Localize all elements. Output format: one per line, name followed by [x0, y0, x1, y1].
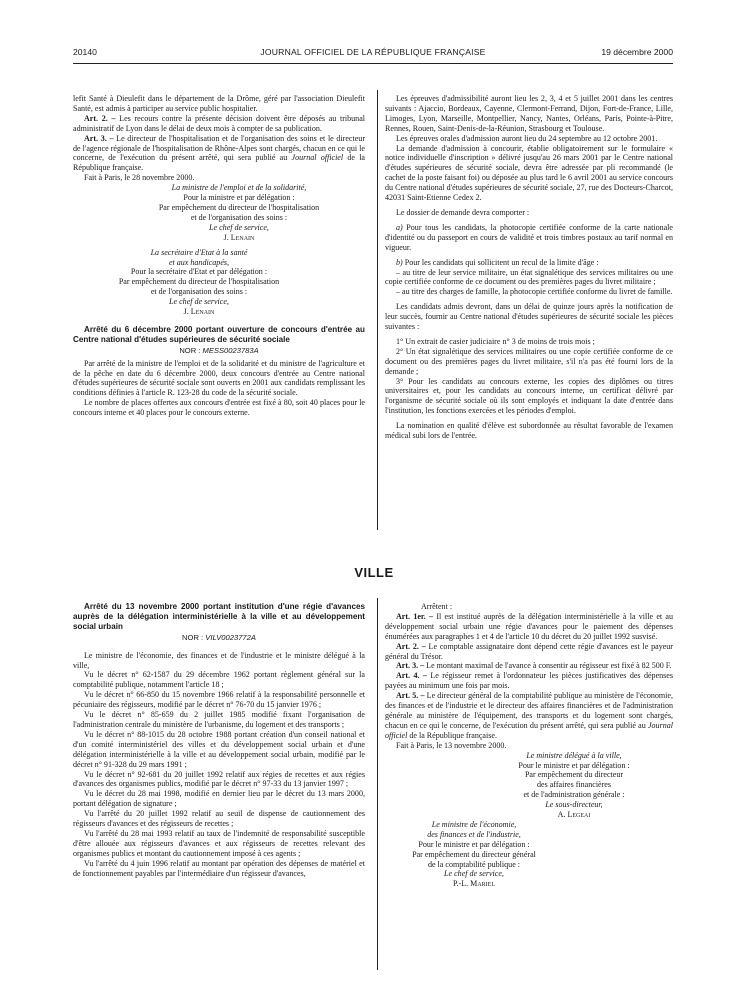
right-column-bottom — [385, 602, 673, 889]
list-text: Pour tous les candidats, la photocopie certifiée conforme de la carte nationale d'identité ou du passeport en cours de validité et trois timbres postaux au tarif normal en vigueur. — [385, 222, 673, 252]
column-divider-bottom — [377, 598, 378, 970]
paragraph: Les épreuves orales d'admission auront lieu du 24 septembre au 12 octobre 2001. — [396, 133, 658, 143]
paragraph: lefit Santé à Dieulefit dans le département de la Drôme, géré par l'association Dieulefit Santé, est admis à participer au service public hospitalier. — [73, 94, 365, 113]
signature-title: Le sous-directeur, — [545, 800, 603, 810]
column-divider-top — [377, 90, 378, 530]
article-4 — [385, 671, 673, 691]
journal-ref: Journal officiel — [385, 720, 673, 740]
arrete-title: Arrêté du 13 novembre 2000 portant institution d'une régie d'avances auprès de la délégation interministérielle à la ville et au développement social urbain — [73, 602, 365, 631]
article-label: Art. 2. – — [396, 641, 426, 651]
paragraph: Le dossier de demande devra comporter : — [396, 207, 530, 217]
page-number: 20140 — [73, 47, 97, 57]
article-text: de la République française. — [407, 730, 497, 740]
signature-role: Le ministre de l'économie, — [431, 819, 517, 829]
paragraph: Les épreuves d'admissibilité auront lieu les 2, 3, 4 et 5 juillet 2001 dans les centres suivants : Ajaccio, Bordeaux, Cayenne, Clermont-Ferrand, Dijon, Fort-de-France, Lille, Limoges, Lyon, Marseille, Montpellier, Nancy, Nantes, Orléans, Paris, Pointe-à-Pitre, Rennes, Rouen, Saint-Denis-de-la-Réunion, Strasbourg et Toulouse. — [385, 94, 673, 133]
signature-line: Pour la ministre et par délégation : — [183, 193, 295, 203]
vu-clause: Vu l'arrêté du 20 juillet 1992 relatif au seuil de dispense de cautionnement des régisseurs d'avances et des régisseurs de recettes ; — [73, 809, 365, 829]
arretent: Arrêtent : — [421, 602, 453, 611]
nor-label: NOR : — [182, 632, 206, 642]
signatory-name: J. Lenain — [223, 232, 255, 242]
nor-reference — [73, 633, 365, 643]
journal-ref: Journal officiel — [291, 153, 344, 163]
article-text: Le régisseur remet à l'ordonnateur les pièces justificatives des dépenses payées au minimum une fois par mois. — [385, 671, 674, 691]
vu-clause: Vu le décret n° 62-1587 du 29 décembre 1962 portant règlement général sur la comptabilité publique, notamment l'article 18 ; — [73, 670, 365, 690]
signature-title: Le chef de service, — [444, 869, 504, 879]
signatory-name: J. Lenain — [183, 307, 215, 317]
article-5 — [385, 691, 673, 741]
paragraph: Le ministre de l'économie, des finances et de l'industrie et le ministre délégué à la ville, — [73, 650, 365, 670]
signatory-name: A. Legeai — [557, 810, 591, 820]
article-label: Art. 4. – — [396, 671, 427, 681]
list-text: Pour les candidats qui sollicitent un recul de la limite d'âge : — [402, 257, 599, 267]
signature-line: et de l'organisation des soins : — [190, 212, 288, 222]
vu-clause: Vu le décret n° 92-681 du 20 juillet 1992 relatif aux régies de recettes et aux régies d'avances des organismes publics, modifié par le décret n° 97-33 du 13 janvier 1997 ; — [73, 769, 365, 789]
signature-line: Pour la secrétaire d'Etat et par délégation : — [130, 267, 268, 277]
header-rule — [73, 63, 673, 64]
arrete-title: Arrêté du 6 décembre 2000 portant ouverture de concours d'entrée au Centre national d'études supérieures de sécurité sociale — [73, 324, 365, 344]
done-at: Fait à Paris, le 13 novembre 2000. — [396, 740, 507, 750]
right-column-top — [385, 94, 673, 441]
nor-code: MESS0023783A — [202, 345, 259, 355]
dash-item: – au titre des charges de famille, la photocopie certifiée conforme du livret de famille. — [396, 287, 673, 297]
signature-role: La ministre de l'emploi et de la solidarité, — [171, 183, 307, 193]
signature-role: et aux handicapés, — [168, 257, 230, 267]
article-text: Les recours contre la présente décision doivent être déposés au tribunal administratif de Lyon dans le délai de deux mois à compter de sa publication. — [73, 113, 366, 133]
vu-clause: Vu l'arrêté du 4 juin 1996 relatif au montant par opération des dépenses de matériel et de fonctionnement payables par l'intermédiaire d'un régisseur d'avances, — [73, 858, 365, 878]
article-label: Art. 2. – — [84, 113, 116, 123]
signature-line: Pour le ministre et par délégation : — [518, 760, 630, 770]
numbered-item: 2° Un état signalétique des services militaires ou une copie certifiée conforme de ce document ou des premières pages du livret militaire, s'il n'a pas été fourni lors de la demande ; — [385, 346, 673, 376]
list-label: b) — [396, 257, 403, 267]
article-text: Le comptable assignataire dont dépend cette régie d'avances est le payeur général du Trésor. — [385, 641, 673, 661]
article-text: Le directeur de l'hospitalisation et de l'organisation des soins et le directeur de l'agence régionale de l'hospitalisation de Rhône-Alpes sont chargés, chacun en ce qui le concerne, de l'exécution du présent arrêté, qui sera publié au — [73, 133, 366, 163]
numbered-item: 3° Pour les candidats au concours externe, les copies des diplômes ou titres universitaires et, pour les candidats au concours interne, un certificat délivré par l'organisme de sécurité sociale où ils sont employés et indiquant la date d'entrée dans l'institution, les fonctions exercées et les périodes d'emploi. — [385, 376, 673, 416]
article-text: Il est institué auprès de la délégation interministérielle à la ville et au développement social urbain une régie d'avances pour le paiement des dépenses énumérées aux paragraphes 1 et 4 de l'article 10 du décret du 20 juillet 1992 susvisé. — [385, 611, 674, 641]
signature-role: des finances et de l'industrie, — [427, 829, 521, 839]
list-label: a) — [396, 222, 403, 232]
nor-label: NOR : — [179, 345, 203, 355]
signature-title: Le chef de service, — [209, 222, 269, 232]
article-label: Art. 3. – — [396, 661, 425, 671]
list-item-b — [385, 258, 673, 268]
paragraph: Les candidats admis devront, dans un délai de quinze jours après la notification de leur succès, fournir au Centre national d'études supérieures de sécurité sociale les pièces suivantes : — [385, 302, 673, 332]
signature-line: et de l'administration générale : — [523, 790, 625, 800]
left-column-bottom — [73, 602, 365, 878]
numbered-item: 1° Un extrait de casier judiciaire n° 3 de moins de trois mois ; — [396, 336, 595, 346]
article-1 — [385, 612, 673, 642]
signature-line: de la comptabilité publique : — [427, 859, 521, 869]
nor-code: VILV0023772A — [205, 632, 256, 642]
nor-reference — [73, 346, 365, 356]
signature-line: et de l'organisation des soins : — [150, 287, 248, 297]
section-title: VILLE — [354, 565, 394, 580]
issue-date: 19 décembre 2000 — [601, 47, 673, 57]
article-label: Art. 5. – — [396, 691, 425, 701]
vu-clause: Vu le décret n° 88-1015 du 28 octobre 1988 portant création d'un conseil national et d'un comité interministériel des villes et du développement social urbain et d'une délégation interministérielle à la ville et au développement social urbain, modifié par le décret n° 91-328 du 29 mars 1991 ; — [73, 729, 365, 769]
done-at: Fait à Paris, le 28 novembre 2000. — [84, 173, 195, 183]
paragraph: Le nombre de places offertes aux concours d'entrée est fixé à 80, soit 40 places pour le concours interne et 40 places pour le concours externe. — [73, 398, 365, 418]
signature-line: Par empêchement du directeur de l'hospitalisation — [158, 202, 320, 212]
dash-item: – au titre de leur service militaire, un état signalétique des services militaires ou une copie certifiée conforme de ce document ou des premières pages du livret militaire ; — [385, 267, 673, 287]
vu-clause: Vu l'arrêté du 28 mai 1993 relatif au taux de l'indemnité de responsabilité susceptible d'être allouée aux régisseurs d'avances et aux régisseurs de recettes relevant des organismes publics et montant du cautionnement imposé à ces agents ; — [73, 828, 365, 858]
spacer — [73, 317, 365, 325]
article-text: Le directeur général de la comptabilité publique au ministère de l'économie, des finances et de l'industrie et le directeur des affaires financières et de l'administration générale au ministère de l'équipement, des transports et du logement sont chargés, chacun en ce qui le concerne, de l'exécution du présent arrêté, qui sera publié au — [385, 691, 673, 730]
article-2 — [385, 642, 673, 662]
signature-line: Par empêchement du directeur de l'hospitalisation — [118, 277, 280, 287]
article-2 — [73, 114, 365, 134]
signature-line: Pour le ministre et par délégation : — [418, 839, 530, 849]
article-text: de la République française. — [73, 153, 365, 173]
signature-line: des affaires financières — [536, 780, 612, 790]
signature-line: Par empêchement du directeur général — [412, 849, 536, 859]
paragraph: Par arrêté de la ministre de l'emploi et de la solidarité et du ministre de l'agriculture et de la pêche en date du 6 décembre 2000, deux concours d'entrée au Centre national d'études supérieures de sécurité sociale sont ouverts en 2001 aux candidats remplissant les conditions définies à l'article R. 123-28 du code de la sécurité sociale. — [73, 358, 365, 398]
left-column-top — [73, 94, 365, 418]
article-3 — [385, 661, 673, 671]
vu-clause: Vu le décret du 28 mai 1998, modifié en dernier lieu par le décret du 13 mars 2000, portant délégation de signature ; — [73, 789, 365, 809]
signature-role: Le ministre délégué à la ville, — [526, 750, 622, 760]
article-label: Art. 3. – — [84, 133, 114, 143]
signature-role: La secrétaire d'Etat à la santé — [150, 247, 248, 257]
page-header — [73, 47, 673, 61]
vu-clause: Vu le décret n° 66-850 du 15 novembre 1966 relatif à la responsabilité personnelle et pécuniaire des régisseurs, modifié par le décret n° 76-70 du 15 janvier 1976 ; — [73, 690, 365, 710]
journal-title: JOURNAL OFFICIEL DE LA RÉPUBLIQUE FRANÇAISE — [260, 47, 486, 57]
signature-line: Par empêchement du directeur — [524, 770, 624, 780]
article-text: Le montant maximal de l'avance à consentir au régisseur est fixé à 82 500 F. — [424, 661, 672, 671]
paragraph: La demande d'admission à concourir, établie obligatoirement sur le formulaire « notice individuelle d'inscription » délivré jusqu'au 26 mars 2001 par le Centre national d'études supérieures de sécurité sociale, devra être adressée par pli recommandé (le cachet de la poste faisant foi) ou déposée au plus tard le 6 avril 2001 au service concours du Centre national d'études supérieures de sécurité sociale, 27, rue des Docteurs-Charcot, 42031 Saint-Etienne Cedex 2. — [385, 143, 673, 203]
vu-clause: Vu le décret n° 85-659 du 2 juillet 1985 modifié fixant l'organisation de l'administration centrale du ministère de l'urbanisme, du logement et des transports ; — [73, 710, 365, 729]
signature-title: Le chef de service, — [169, 297, 229, 307]
paragraph: La nomination en qualité d'élève est subordonnée au résultat favorable de l'examen médical subi lors de l'entrée. — [385, 421, 673, 441]
list-item-a — [385, 223, 673, 253]
article-label: Art. 1er. – — [396, 611, 434, 621]
article-3 — [73, 134, 365, 174]
signatory-name: P.-L. Mariel — [452, 879, 496, 889]
